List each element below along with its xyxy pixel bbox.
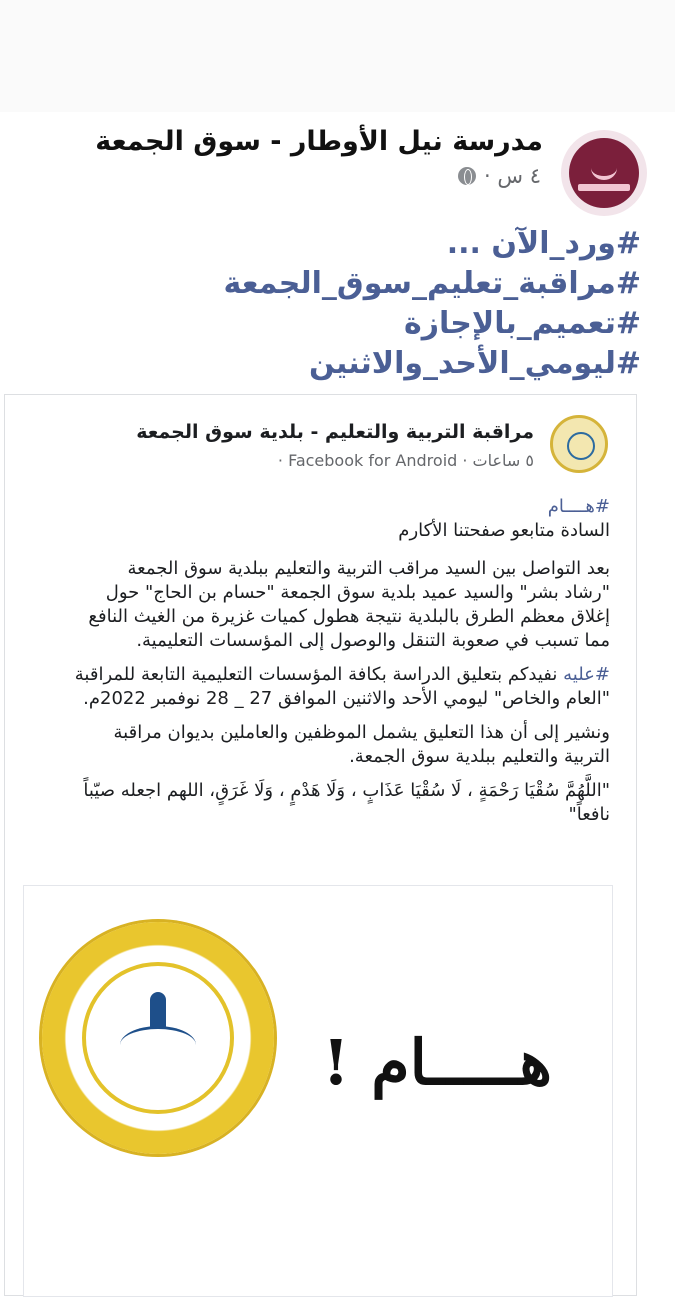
paragraph-line: "رشاد بشر" والسيد عميد بلدية سوق الجمعة "حسام بن الحاج" حول: [105, 582, 610, 603]
page-name[interactable]: مدرسة نيل الأوطار - سوق الجمعة: [95, 126, 543, 157]
greeting-text: السادة متابعو صفحتنا الأكارم: [398, 520, 610, 541]
paragraph-line: "اللَّهُمَّ سُقْيَا رَحْمَةٍ ، لَا سُقْيَا عَذَابٍ ، وَلَا هَدْمٍ ، وَلَا غَرَقٍ، اللهم اجعله صيّباً: [83, 780, 610, 801]
shared-post-card[interactable]: [4, 394, 637, 1296]
hashtag-list: [224, 224, 642, 384]
page-avatar[interactable]: [561, 130, 647, 216]
hashtag-link[interactable]: #ليومي_الأحد_والاثنين: [309, 346, 641, 381]
post-meta: [458, 164, 541, 188]
globe-icon: [458, 167, 476, 185]
school-logo-icon: [569, 138, 639, 208]
open-book-icon: [120, 1026, 196, 1064]
hashtag-link[interactable]: #مراقبة_تعليم_سوق_الجمعة: [223, 266, 641, 301]
important-hashtag[interactable]: #هــــام: [547, 496, 610, 517]
paragraph-line: "العام والخاص" ليومي الأحد والاثنين الموافق 27 _ 28 نوفمبر 2022م.: [83, 688, 610, 709]
shared-post-meta: ٥ ساعات · Facebook for Android ·: [277, 451, 534, 470]
ministry-avatar-icon[interactable]: [550, 415, 608, 473]
post-image[interactable]: [23, 885, 613, 1297]
paragraph-4: [27, 779, 610, 827]
hashtag-link[interactable]: #ورد_الآن ...: [446, 226, 641, 261]
quill-icon: [591, 156, 617, 180]
alayh-hashtag[interactable]: #عليه: [563, 664, 610, 685]
logo-banner-icon: [578, 184, 630, 191]
ministry-badge-icon: [42, 922, 274, 1154]
facebook-post: [0, 112, 675, 1200]
paragraph-2: [27, 663, 610, 711]
paragraph-line: التربية والتعليم ببلدية سوق الجمعة.: [349, 746, 610, 767]
paragraph-line: نافعاً": [568, 804, 610, 825]
important-announcement-text: هـــــام !: [322, 1026, 552, 1099]
paragraph-line: بعد التواصل بين السيد مراقب التربية والتعليم ببلدية سوق الجمعة: [127, 558, 610, 579]
paragraph-line: [27, 663, 610, 687]
paragraph-line: ونشير إلى أن هذا التعليق يشمل الموظفين والعاملين بديوان مراقبة: [113, 722, 610, 743]
paragraph-line: إغلاق معظم الطرق بالبلدية نتيجة هطول كميات غزيرة من الغيث النافع: [88, 606, 610, 627]
paragraph-text: نفيدكم بتعليق الدراسة بكافة المؤسسات التعليمية التابعة للمراقبة: [74, 664, 564, 685]
pen-icon: [150, 992, 166, 1028]
paragraph-3: [27, 721, 610, 769]
paragraph-1: [27, 557, 610, 653]
shared-page-name[interactable]: مراقبة التربية والتعليم - بلدية سوق الجمعة: [136, 421, 534, 443]
shared-post-body: [27, 495, 610, 827]
hashtag-link[interactable]: #تعميم_بالإجازة: [404, 306, 641, 341]
post-time[interactable]: ٤ س ·: [484, 164, 541, 188]
top-blank-area: [0, 0, 675, 112]
paragraph-line: مما تسبب في صعوبة التنقل والوصول إلى المؤسسات التعليمية.: [136, 630, 610, 651]
